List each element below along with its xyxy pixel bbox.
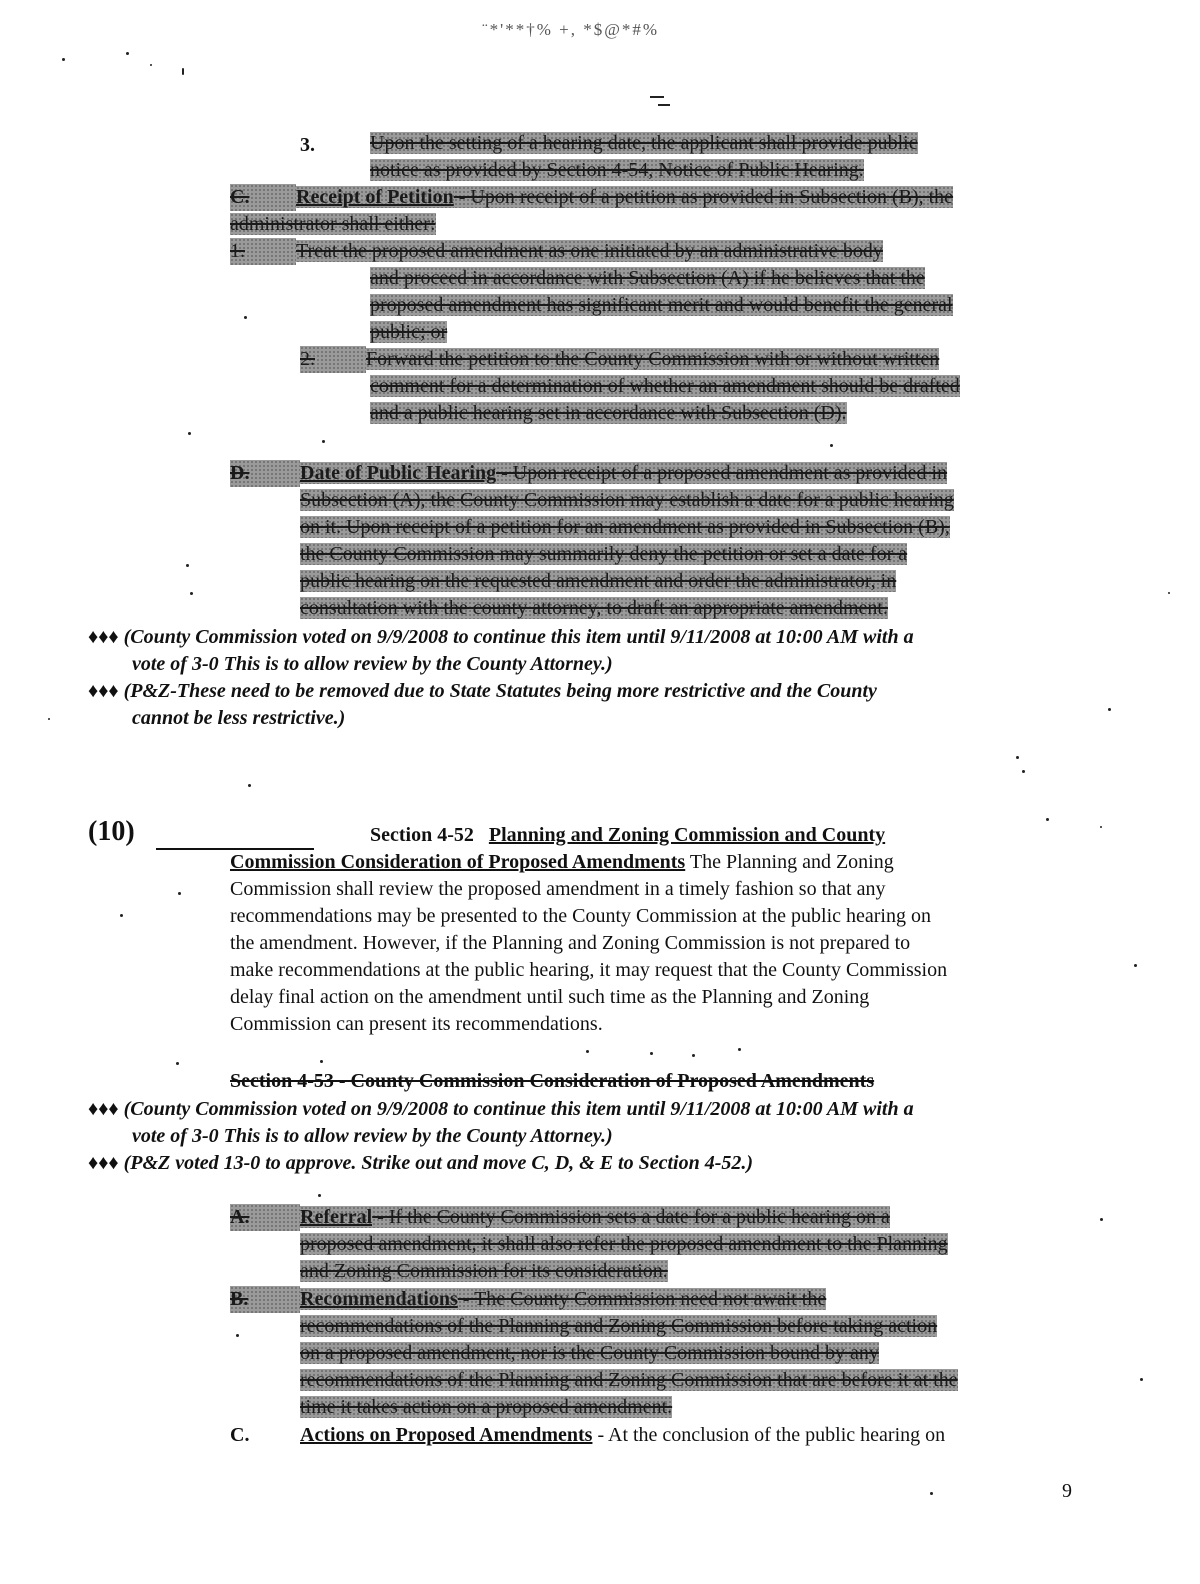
section-title: Referral <box>300 1206 373 1228</box>
body-text: delay final action on the amendment until such time as the Planning and Zoning <box>230 986 870 1008</box>
section-c-actions-on-proposed-amendments <box>230 1422 1090 1449</box>
struck-line: public; or <box>370 321 448 343</box>
struck-line: time it takes action on a proposed amendment. <box>300 1396 673 1418</box>
item-10-number: (10) <box>88 816 135 847</box>
struck-line: on it. Upon receipt of a petition for an amendment as provided in Subsection (B), <box>300 516 950 538</box>
body-text: recommendations may be presented to the County Commission at the public hearing on <box>230 905 931 927</box>
scan-speck <box>322 440 325 443</box>
note-text: (County Commission voted on 9/9/2008 to continue this item until 9/11/2008 at 10:00 AM with a <box>123 1098 914 1120</box>
struck-line: Treat the proposed amendment as one initiated by an administrative body <box>296 240 883 262</box>
section-number: Section 4-52 <box>370 824 474 846</box>
item-10-section-4-52 <box>230 822 1090 1038</box>
section-title: Date of Public Hearing <box>300 462 497 484</box>
struck-line: and proceed in accordance with Subsection (A) if he believes that the <box>370 267 925 289</box>
scan-speck <box>176 1062 179 1065</box>
commission-notes-1 <box>88 624 1108 732</box>
struck-line: recommendations of the Planning and Zoning Commission that are before it at the <box>300 1369 958 1391</box>
scan-speck <box>62 58 65 61</box>
scan-speck <box>738 1048 741 1051</box>
scan-speck <box>320 1060 323 1063</box>
scan-speck <box>930 1492 933 1495</box>
struck-line: consultation with the county attorney, to draft an appropriate amendment. <box>300 597 888 619</box>
struck-line: proposed amendment has significant merit and would benefit the general <box>370 294 953 316</box>
scan-speck <box>830 444 833 447</box>
scan-speck <box>318 1194 321 1197</box>
section-4-53-heading: Section 4-53 - County Commission Consideration of Proposed Amendments <box>230 1070 875 1092</box>
scan-speck <box>188 432 191 435</box>
section-letter: A. <box>230 1204 300 1231</box>
item-3-text <box>370 130 1070 184</box>
note-text: vote of 3-0 This is to allow review by the County Attorney.) <box>132 1125 613 1147</box>
section-d-date-of-public-hearing <box>230 460 1090 622</box>
struck-line: - Upon receipt of a proposed amendment as provided in <box>496 462 948 484</box>
body-text: The Planning and Zoning <box>685 851 894 873</box>
note-text: vote of 3-0 This is to allow review by the County Attorney.) <box>132 653 613 675</box>
page-number: 9 <box>1062 1480 1072 1502</box>
note-text: cannot be less restrictive.) <box>132 707 346 729</box>
section-a-referral <box>230 1204 1090 1285</box>
scan-speck <box>178 892 181 895</box>
scan-speck <box>1022 770 1025 773</box>
struck-line: administrator shall either: <box>230 213 436 235</box>
list-number: 1. <box>230 238 296 265</box>
note-text: (P&Z-These need to be removed due to State Statutes being more restrictive and the County <box>123 680 877 702</box>
section-title: Actions on Proposed Amendments <box>300 1424 593 1446</box>
struck-line: comment for a determination of whether an amendment should be drafted <box>370 375 960 397</box>
diamond-bullets: ♦♦♦ <box>88 680 119 702</box>
struck-line: Subsection (A), the County Commission may establish a date for a public hearing <box>300 489 954 511</box>
scan-speck <box>1046 818 1049 821</box>
struck-line: notice as provided by Section 4-54, Notice of Public Hearing. <box>370 159 864 181</box>
section-title: Commission Consideration of Proposed Amendments <box>230 851 686 873</box>
diamond-bullets: ♦♦♦ <box>88 1098 119 1120</box>
header-scan-noise: ¨*'**†% +, *$@*#% <box>482 20 660 39</box>
body-text: - At the conclusion of the public hearing on <box>592 1424 946 1446</box>
scan-speck <box>586 1050 589 1053</box>
struck-line: and Zoning Commission for its consideration. <box>300 1260 668 1282</box>
body-text: the amendment. However, if the Planning and Zoning Commission is not prepared to <box>230 932 911 954</box>
list-number: 2. <box>300 346 366 373</box>
struck-line: public hearing on the requested amendment and order the administrator, in <box>300 570 897 592</box>
section-title: Recommendations <box>300 1288 458 1310</box>
scan-speck <box>1016 756 1019 759</box>
header-dash <box>650 96 664 98</box>
struck-line: Forward the petition to the County Commission with or without written <box>366 348 940 370</box>
diamond-bullets: ♦♦♦ <box>88 1152 119 1174</box>
section-letter: C. <box>230 1424 250 1446</box>
struck-line: proposed amendment, it shall also refer the proposed amendment to the Planning <box>300 1233 948 1255</box>
section-letter: D. <box>230 460 300 487</box>
scan-speck <box>186 564 189 567</box>
body-text: Commission shall review the proposed amendment in a timely fashion so that any <box>230 878 886 900</box>
scan-speck <box>244 316 247 319</box>
scan-speck <box>236 1334 239 1337</box>
struck-line: on a proposed amendment, nor is the County Commission bound by any <box>300 1342 879 1364</box>
scan-speck <box>650 1052 653 1055</box>
note-text: (County Commission voted on 9/9/2008 to continue this item until 9/11/2008 at 10:00 AM with a <box>123 626 914 648</box>
struck-line: Upon the setting of a hearing date, the applicant shall provide public <box>370 132 918 154</box>
scan-speck <box>48 718 50 720</box>
scan-speck <box>1108 708 1111 711</box>
commission-notes-2 <box>88 1096 1108 1177</box>
item-3-number: 3. <box>300 134 315 156</box>
body-text: Commission can present its recommendations. <box>230 1013 603 1035</box>
scan-speck <box>1100 1218 1103 1221</box>
section-letter: B. <box>230 1286 300 1313</box>
scan-speck <box>120 914 123 917</box>
section-title: Receipt of Petition <box>296 186 454 208</box>
section-b-recommendations <box>230 1286 1090 1421</box>
note-text: (P&Z voted 13-0 to approve. Strike out and move C, D, & E to Section 4-52.) <box>123 1152 754 1174</box>
scan-speck <box>126 52 129 55</box>
struck-line: - The County Commission need not await the <box>457 1288 827 1310</box>
scan-speck <box>1100 826 1102 828</box>
scan-speck <box>190 592 193 595</box>
scan-speck <box>1168 592 1170 594</box>
scan-speck <box>150 64 152 66</box>
scan-speck <box>248 784 251 787</box>
scan-speck <box>1134 964 1137 967</box>
struck-line: the County Commission may summarily deny the petition or set a date for a <box>300 543 908 565</box>
struck-line: and a public hearing set in accordance with Subsection (D). <box>370 402 847 424</box>
struck-line: recommendations of the Planning and Zoning Commission before taking action <box>300 1315 938 1337</box>
section-title: Planning and Zoning Commission and County <box>488 824 886 846</box>
scan-speck <box>1140 1378 1143 1381</box>
struck-line: - Upon receipt of a petition as provided in Subsection (B), the <box>453 186 954 208</box>
struck-line: - If the County Commission sets a date for a public hearing on a <box>372 1206 890 1228</box>
section-letter: C. <box>230 184 296 211</box>
header-dash <box>658 104 670 106</box>
scan-speck <box>692 1054 695 1057</box>
body-text: make recommendations at the public hearing, it may request that the County Commission <box>230 959 948 981</box>
diamond-bullets: ♦♦♦ <box>88 626 119 648</box>
section-c-receipt-of-petition <box>230 184 1080 427</box>
scan-speck <box>182 68 184 75</box>
